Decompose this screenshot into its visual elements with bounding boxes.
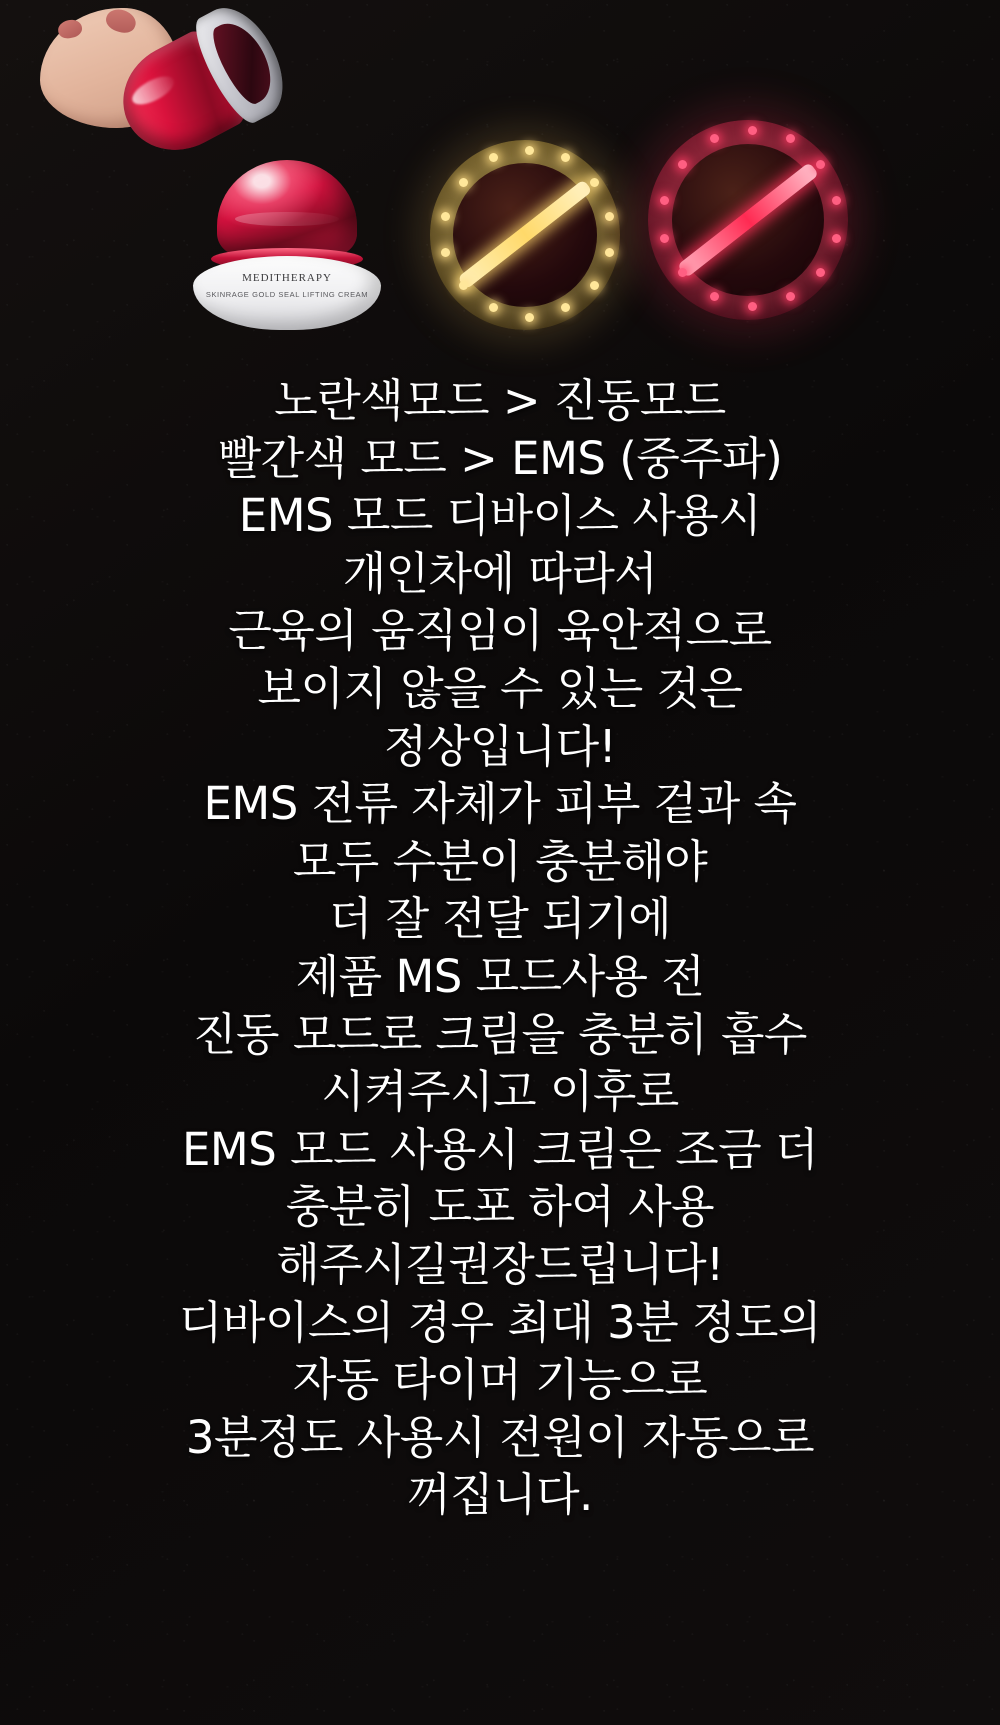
caption-line: 빨간색 모드 > EMS (중주파) — [217, 431, 783, 485]
caption-line: 해주시길권장드립니다! — [276, 1237, 724, 1291]
jar-product-label: SKINRAGE GOLD SEAL LIFTING CREAM — [205, 290, 369, 299]
caption-line: 3분정도 사용시 전원이 자동으로 — [185, 1410, 815, 1464]
caption-line: 정상입니다! — [383, 719, 617, 773]
led-dot — [786, 292, 795, 301]
led-dot — [590, 178, 599, 187]
led-dot — [525, 313, 534, 322]
caption-line: 충분히 도포 하여 사용 — [285, 1180, 715, 1234]
caption-line: 보이지 않을 수 있는 것은 — [257, 661, 743, 715]
led-dot — [832, 196, 841, 205]
led-dot — [660, 196, 669, 205]
led-dot — [748, 126, 757, 135]
caption-line: 진동 모드로 크림을 충분히 흡수 — [193, 1007, 807, 1061]
hand-holding-device-photo — [40, 8, 295, 158]
led-dot — [561, 153, 570, 162]
led-dot — [525, 146, 534, 155]
led-dot — [459, 178, 468, 187]
device-dome — [217, 160, 357, 256]
led-dot — [678, 268, 687, 277]
caption-line: 디바이스의 경우 최대 3분 정도의 — [179, 1295, 821, 1349]
caption-line: EMS 모드 디바이스 사용시 — [238, 489, 762, 543]
caption-line: EMS 모드 사용시 크림은 조금 더 — [181, 1122, 818, 1176]
led-dot — [816, 160, 825, 169]
led-dot — [605, 248, 614, 257]
led-dot — [441, 212, 450, 221]
led-dot — [710, 134, 719, 143]
device-on-cream-jar-photo — [185, 160, 390, 330]
cream-jar — [193, 256, 381, 330]
led-dot — [489, 153, 498, 162]
red-led-head-photo — [648, 120, 848, 320]
caption-line: 노란색모드 > 진동모드 — [274, 374, 726, 427]
led-dot — [441, 248, 450, 257]
led-dot — [605, 212, 614, 221]
fingernail — [103, 6, 138, 36]
caption-line: 자동 타이머 기능으로 — [292, 1353, 708, 1407]
caption-line: 꺼집니다. — [407, 1468, 593, 1522]
led-dot — [710, 292, 719, 301]
caption-line: 더 잘 전달 되기에 — [328, 892, 672, 946]
led-dot — [590, 281, 599, 290]
led-dot — [561, 303, 570, 312]
led-dot — [816, 268, 825, 277]
led-dot — [660, 234, 669, 243]
jar-brand-label: MEDITHERAPY — [242, 272, 332, 284]
caption-line: 개인차에 따라서 — [342, 546, 658, 600]
led-dot — [786, 134, 795, 143]
product-image-collage — [0, 0, 1000, 355]
caption-line: 모두 수분이 충분해야 — [292, 834, 708, 888]
device-highlight — [128, 71, 178, 110]
caption-line: 시켜주시고 이후로 — [321, 1065, 679, 1119]
caption-line: 근육의 움직임이 육안적으로 — [228, 604, 772, 658]
fingernail — [56, 18, 83, 41]
led-dot — [489, 303, 498, 312]
led-dot — [459, 281, 468, 290]
led-dot — [678, 160, 687, 169]
caption-text-block — [0, 372, 1000, 1524]
yellow-led-head-photo — [430, 140, 620, 330]
caption-line: 제품 MS 모드사용 전 — [295, 949, 705, 1003]
led-dot — [832, 234, 841, 243]
led-dot — [748, 302, 757, 311]
caption-line: EMS 전류 자체가 피부 겉과 속 — [203, 777, 797, 831]
